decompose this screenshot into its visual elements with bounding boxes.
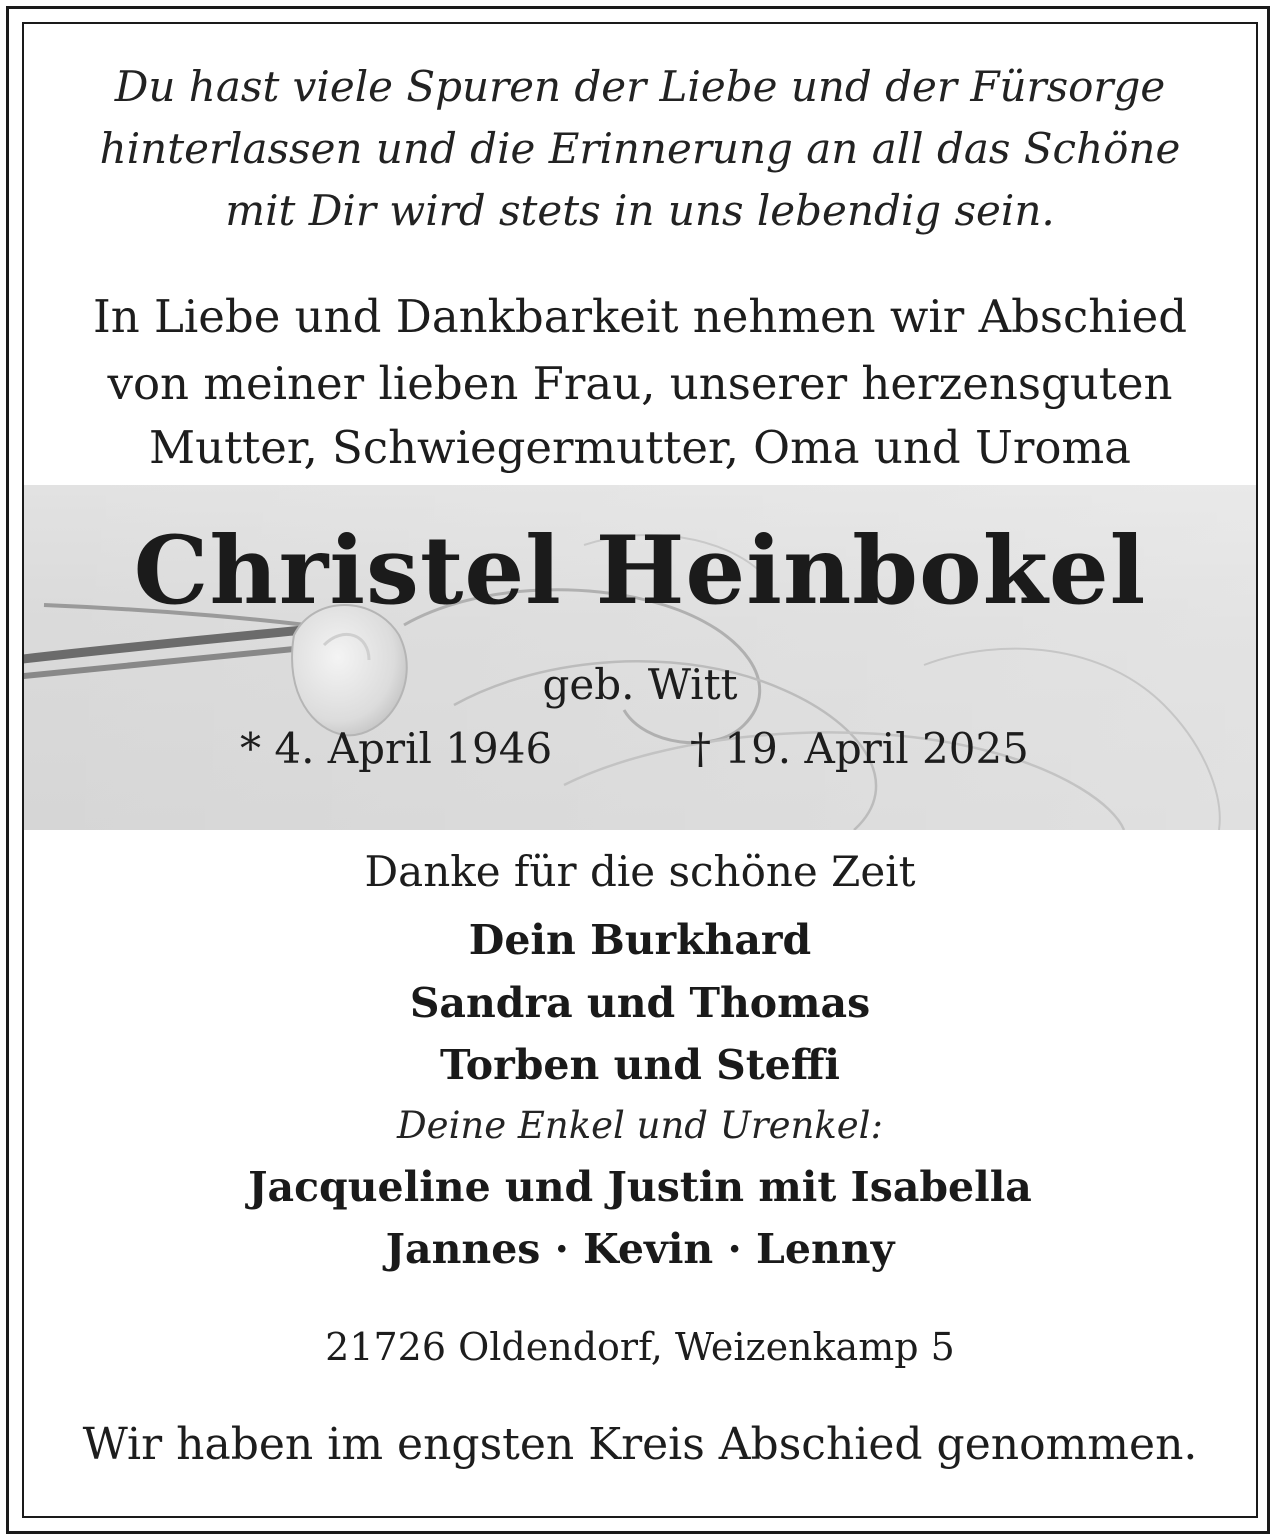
death-date: † 19. April 2025: [690, 724, 1029, 773]
intro-line-2: von meiner lieben Frau, unserer herzensguten: [107, 357, 1173, 410]
life-dates: [0, 724, 1280, 778]
verse-line-1: Du hast viele Spuren der Liebe und der Fürsorge: [114, 62, 1166, 111]
intro-line-3: Mutter, Schwiegermutter, Oma und Uroma: [149, 421, 1131, 474]
intro-line-1: In Liebe und Dankbarkeit nehmen wir Abschied: [92, 290, 1188, 343]
verse-line-2: hinterlassen und die Erinnerung an all das Schöne: [99, 124, 1181, 173]
grandchildren-label: Deine Enkel und Urenkel:: [397, 1104, 883, 1147]
mourner-line-4: Jacqueline und Justin mit Isabella: [248, 1163, 1032, 1211]
mourner-line-2: Sandra und Thomas: [409, 979, 871, 1027]
mourner-line-5: Jannes · Kevin · Lenny: [385, 1225, 895, 1273]
deceased-name: Christel Heinbokel: [133, 516, 1147, 626]
verse-line-3: mit Dir wird stets in uns lebendig sein.: [225, 186, 1055, 235]
birth-date: * 4. April 1946: [240, 724, 553, 773]
thanks-line: Danke für die schöne Zeit: [364, 847, 916, 896]
maiden-name: geb. Witt: [542, 660, 738, 709]
mourner-line-1: Dein Burkhard: [468, 916, 812, 964]
address: 21726 Oldendorf, Weizenkamp 5: [325, 1325, 955, 1369]
closing-line: Wir haben im engsten Kreis Abschied genommen.: [82, 1419, 1198, 1470]
mourner-line-3: Torben und Steffi: [439, 1041, 840, 1089]
